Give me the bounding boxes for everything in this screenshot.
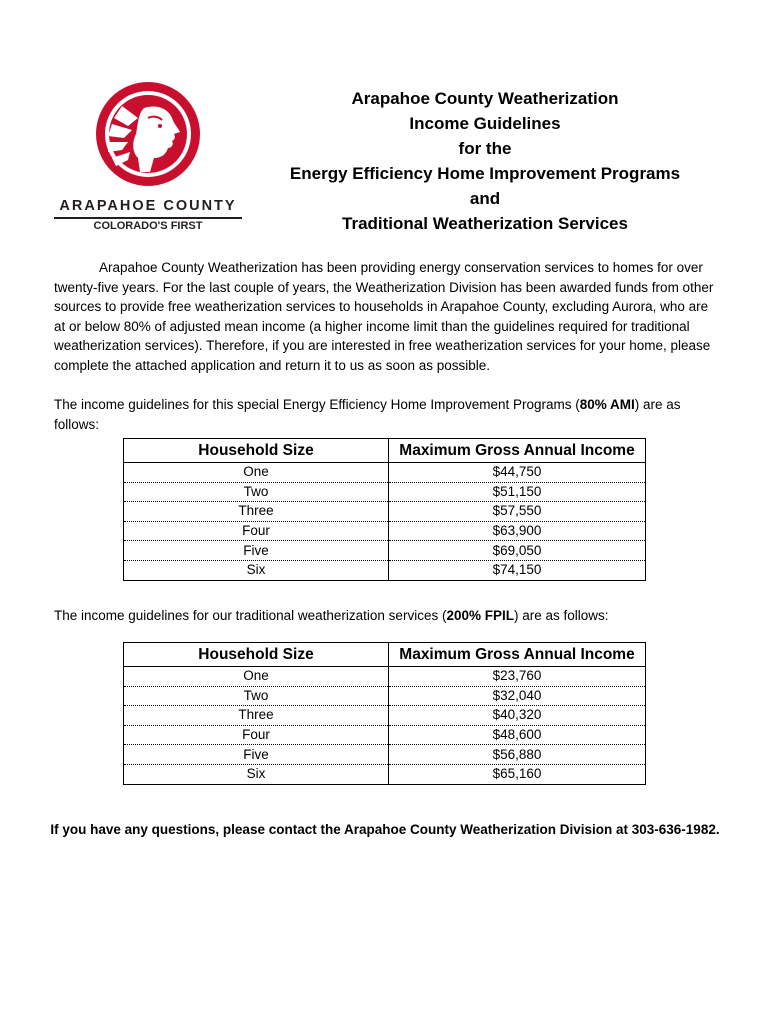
- income-cell: $48,600: [389, 725, 646, 745]
- income-cell: $57,550: [389, 502, 646, 522]
- county-logo: [52, 78, 244, 238]
- section1-paragraph: [54, 395, 714, 434]
- income-cell: $23,760: [389, 667, 646, 687]
- logo-tagline-text: COLORADO'S FIRST: [93, 220, 203, 232]
- chief-head-emblem-icon: [92, 78, 204, 190]
- section1-text-before: The income guidelines for this special Energy Efficiency Home Improvement Programs (: [54, 397, 580, 412]
- logo-name-text: ARAPAHOE COUNTY: [59, 198, 237, 214]
- logo-divider: [54, 217, 242, 219]
- table-row: [124, 686, 646, 706]
- title-line-5: and: [469, 189, 501, 208]
- table-row: [124, 482, 646, 502]
- income-cell: $32,040: [389, 686, 646, 706]
- income-cell: $74,150: [389, 560, 646, 580]
- income-cell: $51,150: [389, 482, 646, 502]
- title-line-6: Traditional Weatherization Services: [342, 214, 628, 233]
- income-cell: $44,750: [389, 463, 646, 483]
- income-cell: $56,880: [389, 745, 646, 765]
- intro-paragraph: Arapahoe County Weatherization has been providing energy conservation services to homes for over twenty-five years. For the last couple of years, the Weatherization Division has been awarded funds from other sources to provide free weatherization services to households in Arapahoe County, excluding Aurora, who are at or below 80% of adjusted mean income (a higher income limit than the guidelines required for traditional weatherization services). Therefore, if you are interested in free weatherization services for your home, please complete the attached application and return it to us as soon as possible.: [54, 260, 714, 373]
- household-size-cell: Four: [124, 521, 389, 541]
- table-header-row: [124, 439, 646, 463]
- household-size-cell: Six: [124, 560, 389, 580]
- header-household-size: Household Size: [124, 643, 389, 667]
- header-max-income: Maximum Gross Annual Income: [389, 643, 646, 667]
- table-header-row: [124, 643, 646, 667]
- table-row: [124, 502, 646, 522]
- document-title: [270, 86, 700, 236]
- section2-text-after: ) are as follows:: [513, 608, 609, 623]
- table-row: [124, 725, 646, 745]
- table-row: [124, 667, 646, 687]
- table-row: [124, 463, 646, 483]
- section2-paragraph: [54, 606, 714, 626]
- household-size-cell: One: [124, 463, 389, 483]
- title-line-2: Income Guidelines: [409, 114, 561, 133]
- contact-line: If you have any questions, please contact the Arapahoe County Weatherization Division at 303-636-1982.: [50, 822, 720, 837]
- household-size-cell: Two: [124, 686, 389, 706]
- section2-text-before: The income guidelines for our traditional weatherization services (: [54, 608, 447, 623]
- income-cell: $65,160: [389, 764, 646, 784]
- income-table-80-ami: [123, 438, 646, 581]
- household-size-cell: Two: [124, 482, 389, 502]
- table-row: [124, 745, 646, 765]
- section1-text-after: ) are as follows:: [54, 397, 681, 432]
- income-table-200-fpil: [123, 642, 646, 785]
- table-row: [124, 521, 646, 541]
- household-size-cell: Four: [124, 725, 389, 745]
- household-size-cell: Three: [124, 502, 389, 522]
- household-size-cell: Six: [124, 764, 389, 784]
- header-household-size: Household Size: [124, 439, 389, 463]
- title-line-4: Energy Efficiency Home Improvement Programs: [289, 164, 681, 183]
- income-cell: $40,320: [389, 706, 646, 726]
- household-size-cell: Five: [124, 541, 389, 561]
- title-line-3: for the: [458, 139, 512, 158]
- header-max-income: Maximum Gross Annual Income: [389, 439, 646, 463]
- section2-bold: 200% FPIL: [446, 608, 514, 623]
- title-line-1: Arapahoe County Weatherization: [351, 89, 619, 108]
- household-size-cell: Five: [124, 745, 389, 765]
- household-size-cell: Three: [124, 706, 389, 726]
- income-cell: $63,900: [389, 521, 646, 541]
- section1-bold: 80% AMI: [579, 397, 635, 412]
- income-cell: $69,050: [389, 541, 646, 561]
- table-row: [124, 560, 646, 580]
- table-row: [124, 541, 646, 561]
- table-row: [124, 706, 646, 726]
- table-row: [124, 764, 646, 784]
- household-size-cell: One: [124, 667, 389, 687]
